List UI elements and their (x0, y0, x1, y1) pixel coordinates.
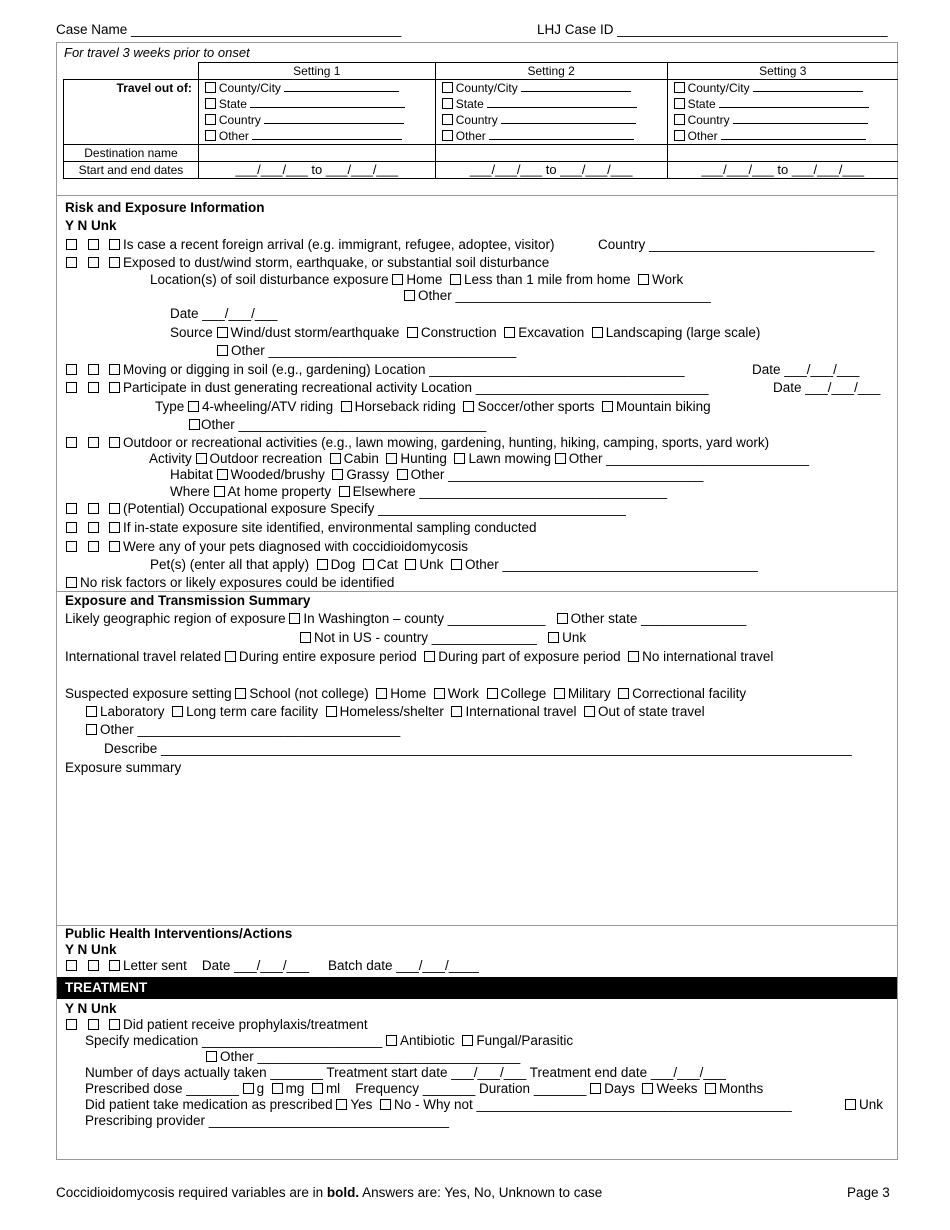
risk-heading: Risk and Exposure Information (65, 200, 265, 215)
describe-field[interactable]: Describe ____________________________________________________________________________________________ (104, 741, 852, 756)
source-excavation-label: Excavation (518, 325, 585, 340)
foreign-y-checkbox[interactable] (66, 239, 77, 250)
region-other-state-checkbox[interactable] (557, 613, 568, 624)
activity-cabin-checkbox[interactable] (330, 453, 341, 464)
intl-entire-label: During entire exposure period (238, 649, 417, 664)
setting-other-checkbox[interactable] (86, 724, 97, 735)
activity-other-checkbox[interactable] (555, 453, 566, 464)
source-row (170, 325, 760, 341)
pets-label: Were any of your pets diagnosed with coccidioidomycosis (123, 539, 468, 554)
dose-mg-checkbox[interactable] (272, 1083, 283, 1094)
setting-homeless-label: Homeless/shelter (339, 704, 444, 719)
setting-military-checkbox[interactable] (554, 688, 565, 699)
source-landscaping-label: Landscaping (large scale) (605, 325, 761, 340)
destination-row (64, 145, 899, 162)
moving-unk-checkbox[interactable] (109, 364, 120, 375)
intl-row (65, 649, 773, 665)
pets-unk-type-checkbox[interactable] (405, 559, 416, 570)
pets-n-checkbox[interactable] (88, 541, 99, 552)
setting-homeless-checkbox[interactable] (326, 706, 337, 717)
setting-correctional-label: Correctional facility (632, 686, 747, 701)
soil-home-label: Home (406, 272, 443, 287)
setting-outstate-checkbox[interactable] (584, 706, 595, 717)
setting-row-2 (86, 704, 705, 720)
travel-header-row (64, 63, 899, 80)
s1-country-checkbox[interactable] (205, 114, 216, 125)
activity-label: Activity (149, 451, 192, 466)
type-horse-label: Horseback riding (354, 399, 456, 414)
region-other-state-field[interactable]: Other state ______________ (570, 611, 747, 626)
foreign-arrival-label: Is case a recent foreign arrival (e.g. immigrant, refugee, adoptee, visitor) (123, 237, 555, 252)
fungal-label: Fungal/Parasitic (476, 1033, 574, 1048)
s2-country-line[interactable] (501, 112, 636, 124)
letter-sent-label: Letter sent (123, 958, 187, 973)
setting-other-field[interactable]: Other ___________________________________ (100, 722, 401, 737)
moving-n-checkbox[interactable] (88, 364, 99, 375)
setting-outstate-label: Out of state travel (598, 704, 705, 719)
pets-dog-label: Dog (330, 557, 356, 572)
lhj-case-id-field[interactable]: LHJ Case ID ____________________________________ (537, 22, 888, 37)
no-risk-checkbox[interactable] (66, 577, 77, 588)
outdoor-y-checkbox[interactable] (66, 437, 77, 448)
footer-note-bold: bold. (326, 1185, 360, 1200)
s1-county-line[interactable] (284, 80, 399, 92)
s2-country-label: Country (455, 113, 498, 127)
type-other-field[interactable]: Other _________________________________ (201, 417, 487, 432)
type-other-row (189, 417, 486, 433)
source-wind-checkbox[interactable] (217, 327, 228, 338)
letter-row (66, 958, 479, 974)
s2-state-line[interactable] (487, 96, 637, 108)
intl-label: International travel related (65, 649, 222, 664)
outdoor-label: Outdoor or recreational activities (e.g., lawn mowing, gardening, hunting, hiking, camping, sports, yard work) (123, 435, 770, 450)
s3-other-label: Other (687, 129, 718, 143)
medication-row (85, 1033, 573, 1049)
setting-home-checkbox[interactable] (376, 688, 387, 699)
where-home-checkbox[interactable] (214, 486, 225, 497)
pets-other-field[interactable]: Other __________________________________ (464, 557, 758, 572)
type-soccer-checkbox[interactable] (463, 401, 474, 412)
pets-unk-checkbox[interactable] (109, 541, 120, 552)
setting-2-header: Setting 2 (435, 63, 667, 80)
s2-destination[interactable] (435, 145, 667, 162)
interventions-heading: Public Health Interventions/Actions (65, 926, 293, 941)
occ-n-checkbox[interactable] (88, 503, 99, 514)
habitat-grassy-label: Grassy (346, 467, 390, 482)
dust-rec-date-field[interactable]: Date ___/___/___ (773, 380, 881, 395)
s2-county-line[interactable] (521, 80, 631, 92)
soil-work-checkbox[interactable] (638, 274, 649, 285)
soil-other-checkbox[interactable] (404, 290, 415, 301)
setting-work-checkbox[interactable] (434, 688, 445, 699)
medication-other-checkbox[interactable] (206, 1051, 217, 1062)
s3-county-label: County/City (687, 81, 750, 95)
setting-lab-checkbox[interactable] (86, 706, 97, 717)
region-wa-field[interactable]: In Washington – county _____________ (303, 611, 546, 626)
activity-lawn-label: Lawn mowing (468, 451, 552, 466)
prophylaxis-y-checkbox[interactable] (66, 1019, 77, 1030)
where-home-label: At home property (227, 484, 332, 499)
dose-g-checkbox[interactable] (243, 1083, 254, 1094)
setting-school-label: School (not college) (249, 686, 369, 701)
moving-soil-label[interactable]: Moving or digging in soil (e.g., gardening) Location __________________________________ (123, 362, 685, 377)
type-soccer-label: Soccer/other sports (477, 399, 595, 414)
specify-medication-field[interactable]: Specify medication ________________________ (85, 1033, 383, 1048)
as-prescribed-unk-checkbox[interactable] (845, 1099, 856, 1110)
s1-country-label: Country (218, 113, 261, 127)
s1-dates[interactable]: ___/___/___ to ___/___/___ (198, 162, 435, 179)
s3-country-line[interactable] (733, 112, 868, 124)
s1-state-checkbox[interactable] (205, 98, 216, 109)
setting-home-label: Home (390, 686, 427, 701)
intl-part-checkbox[interactable] (424, 651, 435, 662)
setting-3-header: Setting 3 (667, 63, 898, 80)
pets-type-row (150, 557, 758, 573)
soil-location-row (150, 272, 683, 288)
dates-label: Start and end dates (64, 162, 199, 179)
region-row-2 (300, 630, 586, 646)
setting-work-label: Work (447, 686, 480, 701)
soil-less-label: Less than 1 mile from home (463, 272, 631, 287)
setting-other-row (86, 722, 400, 738)
no-risk-label: No risk factors or likely exposures could be identified (80, 575, 395, 590)
type-bike-checkbox[interactable] (602, 401, 613, 412)
activity-hunting-label: Hunting (400, 451, 447, 466)
intl-none-checkbox[interactable] (628, 651, 639, 662)
as-prescribed-label: Did patient take medication as prescribed (85, 1097, 333, 1112)
s1-other-checkbox[interactable] (205, 130, 216, 141)
source-other-checkbox[interactable] (217, 345, 228, 356)
foreign-unk-checkbox[interactable] (109, 239, 120, 250)
activity-lawn-checkbox[interactable] (454, 453, 465, 464)
occ-y-checkbox[interactable] (66, 503, 77, 514)
footer-note (56, 1185, 602, 1201)
dust-y-checkbox[interactable] (66, 257, 77, 268)
s3-country-checkbox[interactable] (674, 114, 685, 125)
pets-row (66, 539, 468, 555)
dust-rec-label[interactable]: Participate in dust generating recreational activity Location _______________________________ (123, 380, 709, 395)
dust-unk-checkbox[interactable] (109, 257, 120, 268)
habitat-wooded-label: Wooded/brushy (230, 467, 325, 482)
intl-part-label: During part of exposure period (438, 649, 621, 664)
dust-label: Exposed to dust/wind storm, earthquake, or substantial soil disturbance (123, 255, 550, 270)
exposure-summary-label: Exposure summary (65, 760, 182, 775)
dustrec-y-checkbox[interactable] (66, 382, 77, 393)
type-other-checkbox[interactable] (189, 419, 200, 430)
setting-ltc-checkbox[interactable] (172, 706, 183, 717)
where-else-field[interactable]: Elsewhere _________________________________ (352, 484, 668, 499)
letter-unk-checkbox[interactable] (109, 960, 120, 971)
pets-cat-checkbox[interactable] (363, 559, 374, 570)
habitat-other-field[interactable]: Other __________________________________ (410, 467, 704, 482)
fungal-checkbox[interactable] (462, 1035, 473, 1046)
moving-date-field[interactable]: Date ___/___/___ (752, 362, 860, 377)
region-wa-checkbox[interactable] (289, 613, 300, 624)
foreign-arrival-row (66, 237, 554, 253)
as-prescribed-no-checkbox[interactable] (380, 1099, 391, 1110)
travel-corner (64, 63, 199, 80)
as-prescribed-row (85, 1097, 792, 1113)
setting-military-label: Military (567, 686, 611, 701)
letter-date-field[interactable]: Date ___/___/___ (201, 958, 310, 973)
setting-1-header: Setting 1 (198, 63, 435, 80)
travel-intro: For travel 3 weeks prior to onset (64, 45, 250, 60)
setting-intl-label: International travel (465, 704, 577, 719)
habitat-other-checkbox[interactable] (397, 469, 408, 480)
no-risk-row (66, 575, 394, 591)
s3-other-line[interactable] (721, 128, 866, 140)
setting-lab-label: Laboratory (100, 704, 165, 719)
as-prescribed-unk-label: Unk (859, 1097, 884, 1112)
medication-other-field[interactable]: Other ___________________________________ (220, 1049, 521, 1064)
months-label: Months (718, 1081, 764, 1096)
travel-out-of-label: Travel out of: (64, 80, 199, 145)
intl-none-label: No international travel (642, 649, 774, 664)
s2-other-line[interactable] (489, 128, 634, 140)
source-construction-checkbox[interactable] (407, 327, 418, 338)
footer-note-suffix: Answers are: Yes, No, Unknown to case (359, 1185, 603, 1200)
soil-location-label: Location(s) of soil disturbance exposure (150, 272, 389, 287)
exposure-heading: Exposure and Transmission Summary (65, 593, 311, 608)
s1-county-checkbox[interactable] (205, 82, 216, 93)
dust-rec-row (66, 380, 708, 396)
as-prescribed-yes-label: Yes (350, 1097, 373, 1112)
prophylaxis-n-checkbox[interactable] (88, 1019, 99, 1030)
s2-other-label: Other (455, 129, 486, 143)
prophylaxis-label: Did patient receive prophylaxis/treatment (123, 1017, 368, 1032)
s1-state-label: State (218, 97, 247, 111)
soil-less-checkbox[interactable] (450, 274, 461, 285)
occupational-row (66, 501, 626, 517)
region-row (65, 611, 746, 627)
months-checkbox[interactable] (705, 1083, 716, 1094)
source-other-row (217, 343, 516, 359)
frequency-duration-field[interactable]: Frequency _______ Duration _______ (355, 1081, 587, 1096)
antibiotic-checkbox[interactable] (386, 1035, 397, 1046)
pets-dog-checkbox[interactable] (317, 559, 328, 570)
s3-county-checkbox[interactable] (674, 82, 685, 93)
outdoor-unk-checkbox[interactable] (109, 437, 120, 448)
days-taken-field[interactable]: Number of days actually taken _______ Treatment start date ___/___/___ Treatment end date ___/___/___ (85, 1065, 726, 1080)
habitat-wooded-checkbox[interactable] (217, 469, 228, 480)
weeks-checkbox[interactable] (642, 1083, 653, 1094)
s1-country-line[interactable] (264, 112, 404, 124)
occupational-label[interactable]: (Potential) Occupational exposure Specify _________________________________ (123, 501, 626, 516)
type-atv-label: 4-wheeling/ATV riding (202, 399, 334, 414)
type-horse-checkbox[interactable] (341, 401, 352, 412)
setting-row (65, 686, 746, 702)
s3-dates[interactable]: ___/___/___ to ___/___/___ (667, 162, 898, 179)
s3-destination[interactable] (667, 145, 898, 162)
prophylaxis-unk-checkbox[interactable] (109, 1019, 120, 1030)
setting-college-checkbox[interactable] (487, 688, 498, 699)
setting-label: Suspected exposure setting (65, 686, 232, 701)
setting-correctional-checkbox[interactable] (618, 688, 629, 699)
source-excavation-checkbox[interactable] (504, 327, 515, 338)
s1-state-line[interactable] (250, 96, 405, 108)
s2-dates[interactable]: ___/___/___ to ___/___/___ (435, 162, 667, 179)
s2-other-checkbox[interactable] (442, 130, 453, 141)
region-unk-label: Unk (562, 630, 587, 645)
region-label: Likely geographic region of exposure (65, 611, 286, 626)
s3-state-line[interactable] (719, 96, 869, 108)
travel-table (63, 62, 898, 179)
travel-out-of-row (64, 80, 899, 145)
dates-row (64, 162, 899, 179)
setting-college-label: College (500, 686, 547, 701)
treatment-heading: TREATMENT (57, 977, 897, 999)
s2-state-label: State (455, 97, 484, 111)
treatment-ynu-header: Y N Unk (65, 1001, 117, 1016)
pets-other-checkbox[interactable] (451, 559, 462, 570)
case-name-field[interactable]: Case Name ____________________________________ (56, 22, 402, 37)
activity-rec-checkbox[interactable] (196, 453, 207, 464)
source-label: Source (170, 325, 213, 340)
where-else-checkbox[interactable] (339, 486, 350, 497)
where-row (170, 484, 667, 500)
outdoor-row (66, 435, 769, 451)
type-label: Type (155, 399, 185, 414)
s2-county-label: County/City (455, 81, 518, 95)
source-other-field[interactable]: Other _________________________________ (231, 343, 517, 358)
outdoor-n-checkbox[interactable] (88, 437, 99, 448)
s1-other-label: Other (218, 129, 249, 143)
medication-other-row (206, 1049, 520, 1065)
days-checkbox[interactable] (590, 1083, 601, 1094)
letter-y-checkbox[interactable] (66, 960, 77, 971)
instate-row (66, 520, 537, 536)
footer-note-prefix: Coccidioidomycosis required variables are in (56, 1185, 327, 1200)
soil-work-label: Work (652, 272, 684, 287)
divider-risk (56, 591, 898, 592)
setting-2-options (435, 80, 667, 145)
setting-3-options (667, 80, 898, 145)
as-prescribed-no-field[interactable]: No - Why not __________________________________________ (393, 1097, 792, 1112)
dust-n-checkbox[interactable] (88, 257, 99, 268)
intl-entire-checkbox[interactable] (225, 651, 236, 662)
s3-state-label: State (687, 97, 716, 111)
moving-y-checkbox[interactable] (66, 364, 77, 375)
source-wind-label: Wind/dust storm/earthquake (230, 325, 400, 340)
dose-ml-checkbox[interactable] (312, 1083, 323, 1094)
page-number: Page 3 (847, 1185, 890, 1200)
foreign-n-checkbox[interactable] (88, 239, 99, 250)
dose-row (85, 1081, 763, 1097)
soil-other-row (404, 288, 711, 304)
source-landscaping-checkbox[interactable] (592, 327, 603, 338)
letter-n-checkbox[interactable] (88, 960, 99, 971)
dose-mg-label: mg (285, 1081, 305, 1096)
habitat-row (170, 467, 703, 483)
pets-cat-label: Cat (376, 557, 398, 572)
instate-unk-checkbox[interactable] (109, 522, 120, 533)
region-unk-checkbox[interactable] (548, 632, 559, 643)
setting-1-options (198, 80, 435, 145)
type-row (155, 399, 711, 415)
batch-date-field[interactable]: Batch date ___/___/____ (327, 958, 479, 973)
type-atv-checkbox[interactable] (188, 401, 199, 412)
soil-other-field[interactable]: Other __________________________________ (418, 288, 711, 303)
activity-row (149, 451, 809, 467)
moving-soil-row (66, 362, 685, 378)
s3-country-label: Country (687, 113, 730, 127)
as-prescribed-unk (845, 1097, 883, 1113)
soil-home-checkbox[interactable] (392, 274, 403, 285)
habitat-label: Habitat (170, 467, 213, 482)
dustrec-n-checkbox[interactable] (88, 382, 99, 393)
setting-ltc-label: Long term care facility (186, 704, 319, 719)
instate-y-checkbox[interactable] (66, 522, 77, 533)
s1-destination[interactable] (198, 145, 435, 162)
region-not-us-field[interactable]: Not in US - country ______________ (314, 630, 537, 645)
dust-row (66, 255, 549, 271)
antibiotic-label: Antibiotic (400, 1033, 455, 1048)
s3-state-checkbox[interactable] (674, 98, 685, 109)
activity-hunting-checkbox[interactable] (386, 453, 397, 464)
foreign-country-field[interactable]: Country ______________________________ (598, 237, 875, 252)
source-construction-label: Construction (420, 325, 497, 340)
as-prescribed-yes-checkbox[interactable] (336, 1099, 347, 1110)
habitat-grassy-checkbox[interactable] (332, 469, 343, 480)
where-label: Where (170, 484, 210, 499)
dose-field[interactable]: Prescribed dose _______ (85, 1081, 239, 1096)
dustrec-unk-checkbox[interactable] (109, 382, 120, 393)
setting-school-checkbox[interactable] (235, 688, 246, 699)
activity-other-field[interactable]: Other ___________________________ (568, 451, 810, 466)
s3-other-checkbox[interactable] (674, 130, 685, 141)
s1-county-label: County/City (218, 81, 281, 95)
risk-ynu-header: Y N Unk (65, 218, 117, 233)
s2-state-checkbox[interactable] (442, 98, 453, 109)
pets-y-checkbox[interactable] (66, 541, 77, 552)
destination-label: Destination name (64, 145, 199, 162)
weeks-label: Weeks (656, 1081, 698, 1096)
dose-g-label: g (256, 1081, 265, 1096)
activity-rec-label: Outdoor recreation (209, 451, 323, 466)
days-label: Days (604, 1081, 635, 1096)
region-not-us-checkbox[interactable] (300, 632, 311, 643)
activity-cabin-label: Cabin (343, 451, 379, 466)
interventions-ynu-header: Y N Unk (65, 942, 117, 957)
type-bike-label: Mountain biking (616, 399, 711, 414)
s1-other-line[interactable] (252, 128, 402, 140)
prophylaxis-row (66, 1017, 368, 1033)
instate-n-checkbox[interactable] (88, 522, 99, 533)
prescribing-provider-field[interactable]: Prescribing provider ________________________________ (85, 1113, 450, 1128)
divider-travel (56, 195, 898, 196)
dust-date-field[interactable]: Date ___/___/___ (170, 306, 278, 321)
s2-county-checkbox[interactable] (442, 82, 453, 93)
occ-unk-checkbox[interactable] (109, 503, 120, 514)
s2-country-checkbox[interactable] (442, 114, 453, 125)
pets-type-label: Pet(s) (enter all that apply) (150, 557, 310, 572)
setting-intl-checkbox[interactable] (451, 706, 462, 717)
pets-unk-label: Unk (419, 557, 444, 572)
dose-ml-label: ml (325, 1081, 341, 1096)
s3-county-line[interactable] (753, 80, 863, 92)
instate-label: If in-state exposure site identified, environmental sampling conducted (123, 520, 537, 535)
